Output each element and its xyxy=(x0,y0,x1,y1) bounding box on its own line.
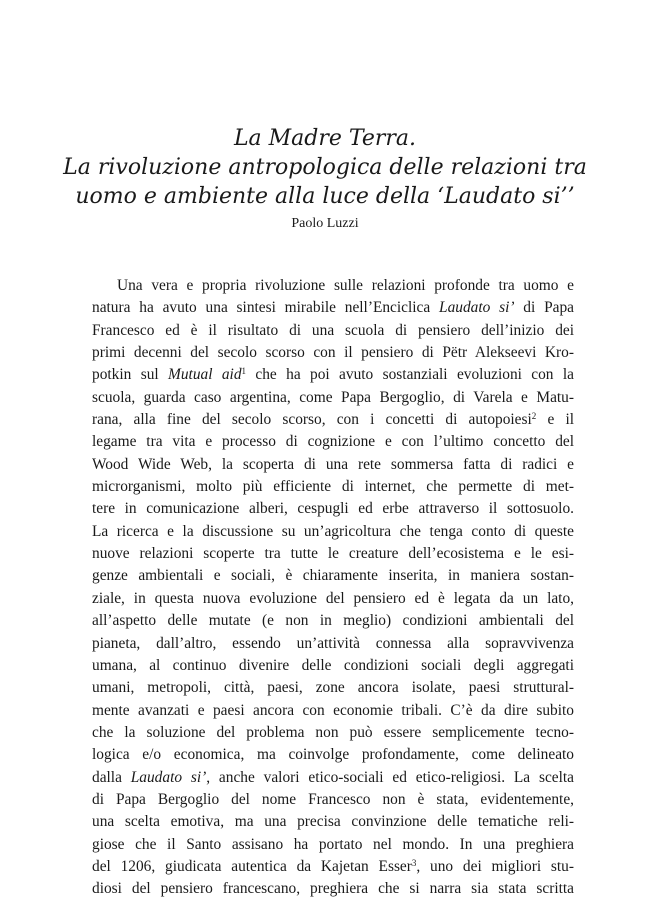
chapter-title xyxy=(60,124,590,211)
body-text xyxy=(92,275,574,901)
text-line: mente avanzati e paesi ancora con economie tribali. C’è da dire subito xyxy=(92,701,574,719)
text-run: , uno dei migliori stu- xyxy=(416,857,574,875)
title-line-3: uomo e ambiente alla luce della ‘Laudato si’’ xyxy=(75,184,575,209)
text-line xyxy=(92,409,574,431)
text-line: una scelta emotiva, ma una precisa convinzione delle tematiche reli- xyxy=(92,813,574,831)
text-line: microrganismi, molto più efficiente di internet, che permette di met- xyxy=(92,478,574,496)
text-line: umana, al continuo divenire delle condizioni sociali degli aggregati xyxy=(92,656,574,674)
text-line: giose che il Santo assisano ha portato nel mondo. In una preghiera xyxy=(92,835,574,853)
footnote-ref-2[interactable]: 2 xyxy=(531,411,537,422)
text-italic: Mutual aid xyxy=(168,366,242,384)
text-line: all’aspetto delle mutate (e non in meglio) condizioni ambientali del xyxy=(92,612,574,630)
text-run: natura ha avuto una sintesi mirabile nell’Enciclica xyxy=(92,299,440,317)
text-line: logica e/o economica, ma coinvolge profondamente, come delineato xyxy=(92,746,574,764)
title-line-1: La Madre Terra. xyxy=(233,126,417,151)
footnote-ref-1[interactable]: 1 xyxy=(241,366,247,377)
text-run: di Papa xyxy=(514,299,574,317)
text-run: e il xyxy=(536,411,574,429)
text-line: ziale, in questa nuova evoluzione del pensiero ed è legata da un lato, xyxy=(92,589,574,607)
text-line: umani, metropoli, città, paesi, zone ancora isolate, paesi struttural- xyxy=(92,679,574,697)
title-line-2: La rivoluzione antropologica delle relazioni tra xyxy=(63,155,587,180)
text-line: Francesco ed è il risultato di una scuola di pensiero dell’inizio dei xyxy=(92,321,574,339)
text-run: del 1206, giudicata autentica da Kajetan Esser xyxy=(92,857,412,875)
text-line: La ricerca e la discussione su un’agricoltura che tenga conto di queste xyxy=(92,522,574,540)
text-line: primi decenni del secolo scorso con il pensiero di Pëtr Alekseevi Kro- xyxy=(92,344,574,362)
text-line xyxy=(92,364,574,386)
text-line xyxy=(92,856,574,878)
author-name: Paolo Luzzi xyxy=(291,216,359,231)
text-line: pianeta, dall’altro, essendo un’attività connessa alla sopravvivenza xyxy=(92,634,574,652)
text-run: dalla xyxy=(92,768,131,786)
text-line: Wood Wide Web, la scoperta di una rete sommersa fatta di radici e xyxy=(92,455,574,473)
text-line: genze ambientali e sociali, è chiaramente inserita, in maniera sostan- xyxy=(92,567,574,585)
text-line: che la soluzione del problema non può essere semplicemente tecno- xyxy=(92,723,574,741)
text-line: Una vera e propria rivoluzione sulle relazioni profonde tra uomo e xyxy=(117,277,574,294)
text-line: legame tra vita e processo di cognizione e con l’ultimo concetto del xyxy=(92,433,574,451)
text-line: scuola, guarda caso argentina, come Papa Bergoglio, di Varela e Matu- xyxy=(92,388,574,406)
text-line: diosi del pensiero francescano, preghiera che si narra sia stata scritta xyxy=(92,880,574,898)
text-line xyxy=(92,767,574,789)
text-line: di Papa Bergoglio del nome Francesco non è stata, evidentemente, xyxy=(92,790,574,808)
text-line: nuove relazioni scoperte tra tutte le creature dell’ecosistema e le esi- xyxy=(92,545,574,563)
text-run: che ha poi avuto sostanziali evoluzioni con la xyxy=(246,366,574,384)
text-line xyxy=(92,297,574,319)
text-italic: Laudato si’ xyxy=(130,768,207,786)
text-run: , anche valori etico-sociali ed etico-religiosi. La scelta xyxy=(206,768,574,786)
text-italic: Laudato si’ xyxy=(439,299,515,317)
text-run: potkin sul xyxy=(92,366,169,384)
footnote-ref-3[interactable]: 3 xyxy=(411,857,417,868)
text-line: tere in comunicazione alberi, cespugli ed erbe attraverso il sottosuolo. xyxy=(92,500,574,518)
text-run: rana, alla fine del secolo scorso, con i concetti di autopoiesi xyxy=(92,411,532,429)
